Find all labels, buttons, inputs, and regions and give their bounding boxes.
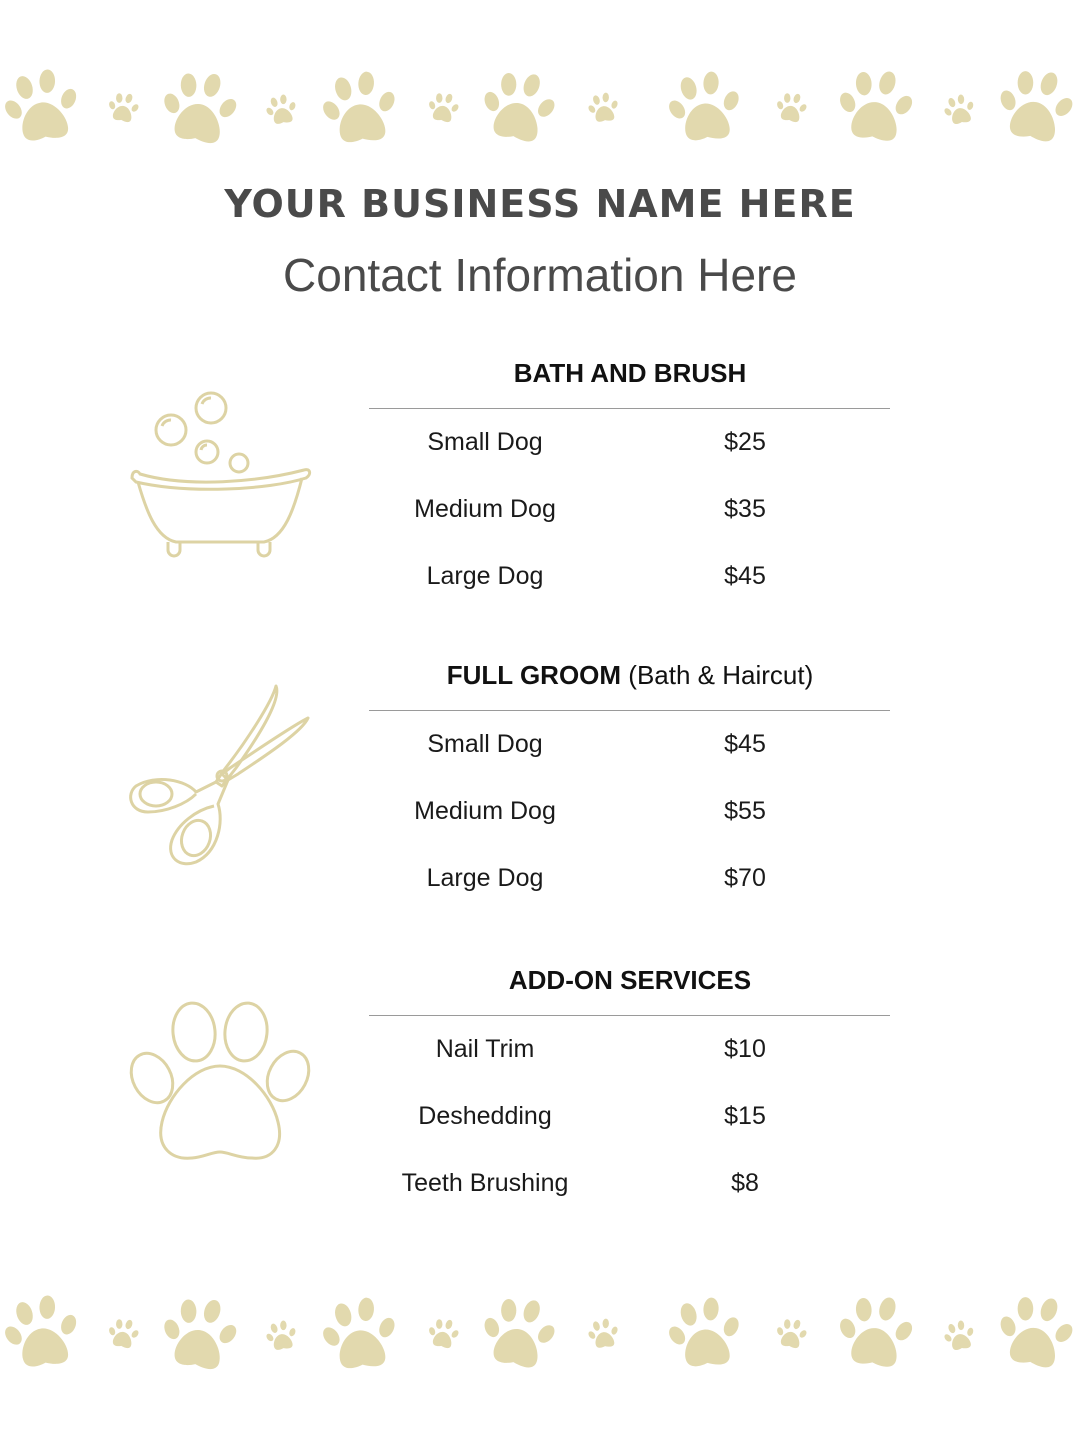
section-title: ADD-ON SERVICES — [508, 965, 752, 995]
paw-print-icon — [4, 68, 82, 146]
price-row — [370, 428, 890, 468]
top-paw-border — [0, 62, 1080, 152]
paw-print-icon — [944, 1320, 976, 1352]
service-name: Large Dog — [426, 562, 544, 590]
section-divider — [369, 408, 890, 409]
paw-print-icon — [162, 1296, 240, 1374]
paw-print-icon — [266, 94, 298, 126]
paw-print-icon — [838, 68, 916, 146]
service-name: Medium Dog — [414, 797, 556, 825]
service-price: $15 — [724, 1102, 766, 1130]
paw-print-icon — [588, 92, 620, 124]
section-divider — [369, 710, 890, 711]
service-price: $45 — [724, 562, 766, 590]
paw-print-icon — [668, 70, 744, 146]
paw-print-icon — [482, 70, 558, 146]
service-price: $10 — [724, 1035, 766, 1063]
price-row — [370, 562, 890, 602]
price-row — [370, 1035, 890, 1075]
price-row — [370, 495, 890, 535]
service-price: $35 — [724, 495, 766, 523]
paw-icon — [128, 1000, 312, 1166]
paw-print-icon — [944, 94, 976, 126]
paw-print-icon — [998, 1294, 1076, 1372]
service-name: Nail Trim — [435, 1035, 535, 1063]
bathtub-icon — [128, 390, 312, 560]
service-price: $70 — [724, 864, 766, 892]
price-row — [370, 730, 890, 770]
paw-print-icon — [162, 70, 240, 148]
service-price: $55 — [724, 797, 766, 825]
section-divider — [369, 1015, 890, 1016]
price-row — [370, 1169, 890, 1209]
service-price: $45 — [724, 730, 766, 758]
price-row — [370, 864, 890, 904]
section-heading — [370, 965, 890, 996]
section-title: FULL GROOM — [446, 660, 622, 690]
service-name: Small Dog — [427, 428, 543, 456]
paw-print-icon — [588, 1318, 620, 1350]
paw-print-icon — [322, 70, 400, 148]
paw-print-icon — [776, 92, 808, 124]
paw-print-icon — [108, 92, 140, 124]
bottom-paw-border — [0, 1288, 1080, 1378]
service-name: Medium Dog — [414, 495, 556, 523]
service-name: Large Dog — [426, 864, 544, 892]
service-price: $8 — [731, 1169, 759, 1197]
paw-print-icon — [668, 1296, 744, 1372]
service-name: Teeth Brushing — [401, 1169, 569, 1197]
service-price: $25 — [724, 428, 766, 456]
section-subtitle: (Bath & Haircut) — [628, 660, 814, 690]
scissors-icon — [126, 682, 316, 872]
section-heading — [370, 358, 890, 389]
paw-print-icon — [998, 68, 1076, 146]
price-row — [370, 1102, 890, 1142]
section-title: BATH AND BRUSH — [513, 358, 747, 388]
business-name: YOUR BUSINESS NAME HERE — [224, 182, 856, 226]
contact-info: Contact Information Here — [283, 249, 797, 301]
paw-print-icon — [482, 1296, 558, 1372]
section-heading — [370, 660, 890, 691]
paw-print-icon — [266, 1320, 298, 1352]
paw-print-icon — [428, 1318, 460, 1350]
paw-print-icon — [838, 1294, 916, 1372]
paw-print-icon — [108, 1318, 140, 1350]
service-name: Deshedding — [418, 1102, 552, 1130]
paw-print-icon — [322, 1296, 400, 1374]
paw-print-icon — [428, 92, 460, 124]
price-row — [370, 797, 890, 837]
paw-print-icon — [4, 1294, 82, 1372]
service-name: Small Dog — [427, 730, 543, 758]
paw-print-icon — [776, 1318, 808, 1350]
